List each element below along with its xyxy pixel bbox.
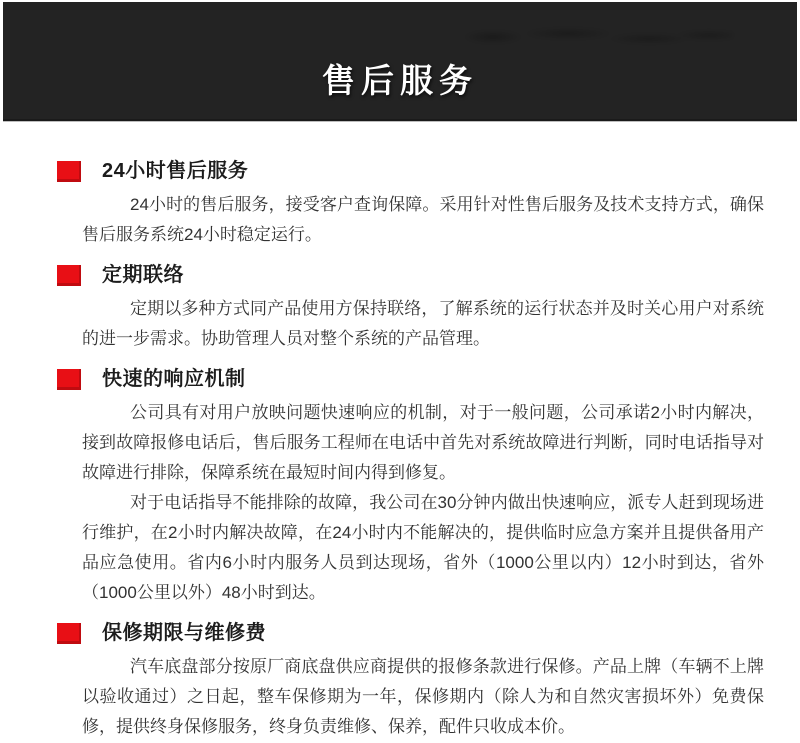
paragraph: 对于电话指导不能排除的故障，我公司在30分钟内做出快速响应，派专人赶到现场进行维护，在2小时内解决故障，在24小时内不能解决的，提供临时应急方案并且提供备用产品应急使用。省内6小时内服务人员到达现场，省外（1000公里以内）12小时到达，省外（1000公里以外）48小时到达。: [82, 493, 764, 602]
paragraph: 24小时的售后服务，接受客户查询保障。采用针对性售后服务及技术支持方式，确保售后服务系统24小时稳定运行。: [82, 195, 764, 244]
section-regular-contact: [57, 261, 762, 354]
section-heading-row: [57, 619, 762, 647]
section-body: [82, 652, 764, 742]
service-content: [0, 121, 800, 742]
section-heading-row: [57, 261, 762, 289]
header-banner: [3, 2, 797, 121]
section-title: 24小时售后服务: [102, 160, 249, 182]
section-body: [82, 398, 764, 608]
red-square-bullet: [57, 623, 81, 644]
section-body: [82, 294, 764, 354]
section-title: 快速的响应机制: [102, 368, 246, 390]
section-fast-response: [57, 365, 762, 608]
watermark-smudge: [433, 20, 733, 54]
red-square-bullet: [57, 265, 81, 286]
page-title: 售后服务: [322, 62, 478, 99]
red-square-bullet: [57, 369, 81, 390]
section-heading-row: [57, 365, 762, 393]
section-24h-service: [57, 157, 762, 250]
section-body: [82, 190, 764, 250]
paragraph: 汽车底盘部分按原厂商底盘供应商提供的报修条款进行保修。产品上牌（车辆不上牌以验收通过）之日起，整车保修期为一年，保修期内（除人为和自然灾害损坏外）免费保修，提供终身保修服务，终身负责维修、保养，配件只收成本价。: [82, 657, 764, 736]
section-heading-row: [57, 157, 762, 185]
paragraph: 定期以多种方式同产品使用方保持联络，了解系统的运行状态并及时关心用户对系统的进一步需求。协助管理人员对整个系统的产品管理。: [82, 299, 764, 348]
section-warranty: [57, 619, 762, 742]
red-square-bullet: [57, 161, 81, 182]
section-title: 定期联络: [102, 264, 184, 286]
section-title: 保修期限与维修费: [102, 622, 266, 644]
paragraph: 公司具有对用户放映问题快速响应的机制，对于一般问题，公司承诺2小时内解决，接到故障报修电话后，售后服务工程师在电话中首先对系统故障进行判断，同时电话指导对故障进行排除，保障系统在最短时间内得到修复。: [82, 403, 764, 482]
